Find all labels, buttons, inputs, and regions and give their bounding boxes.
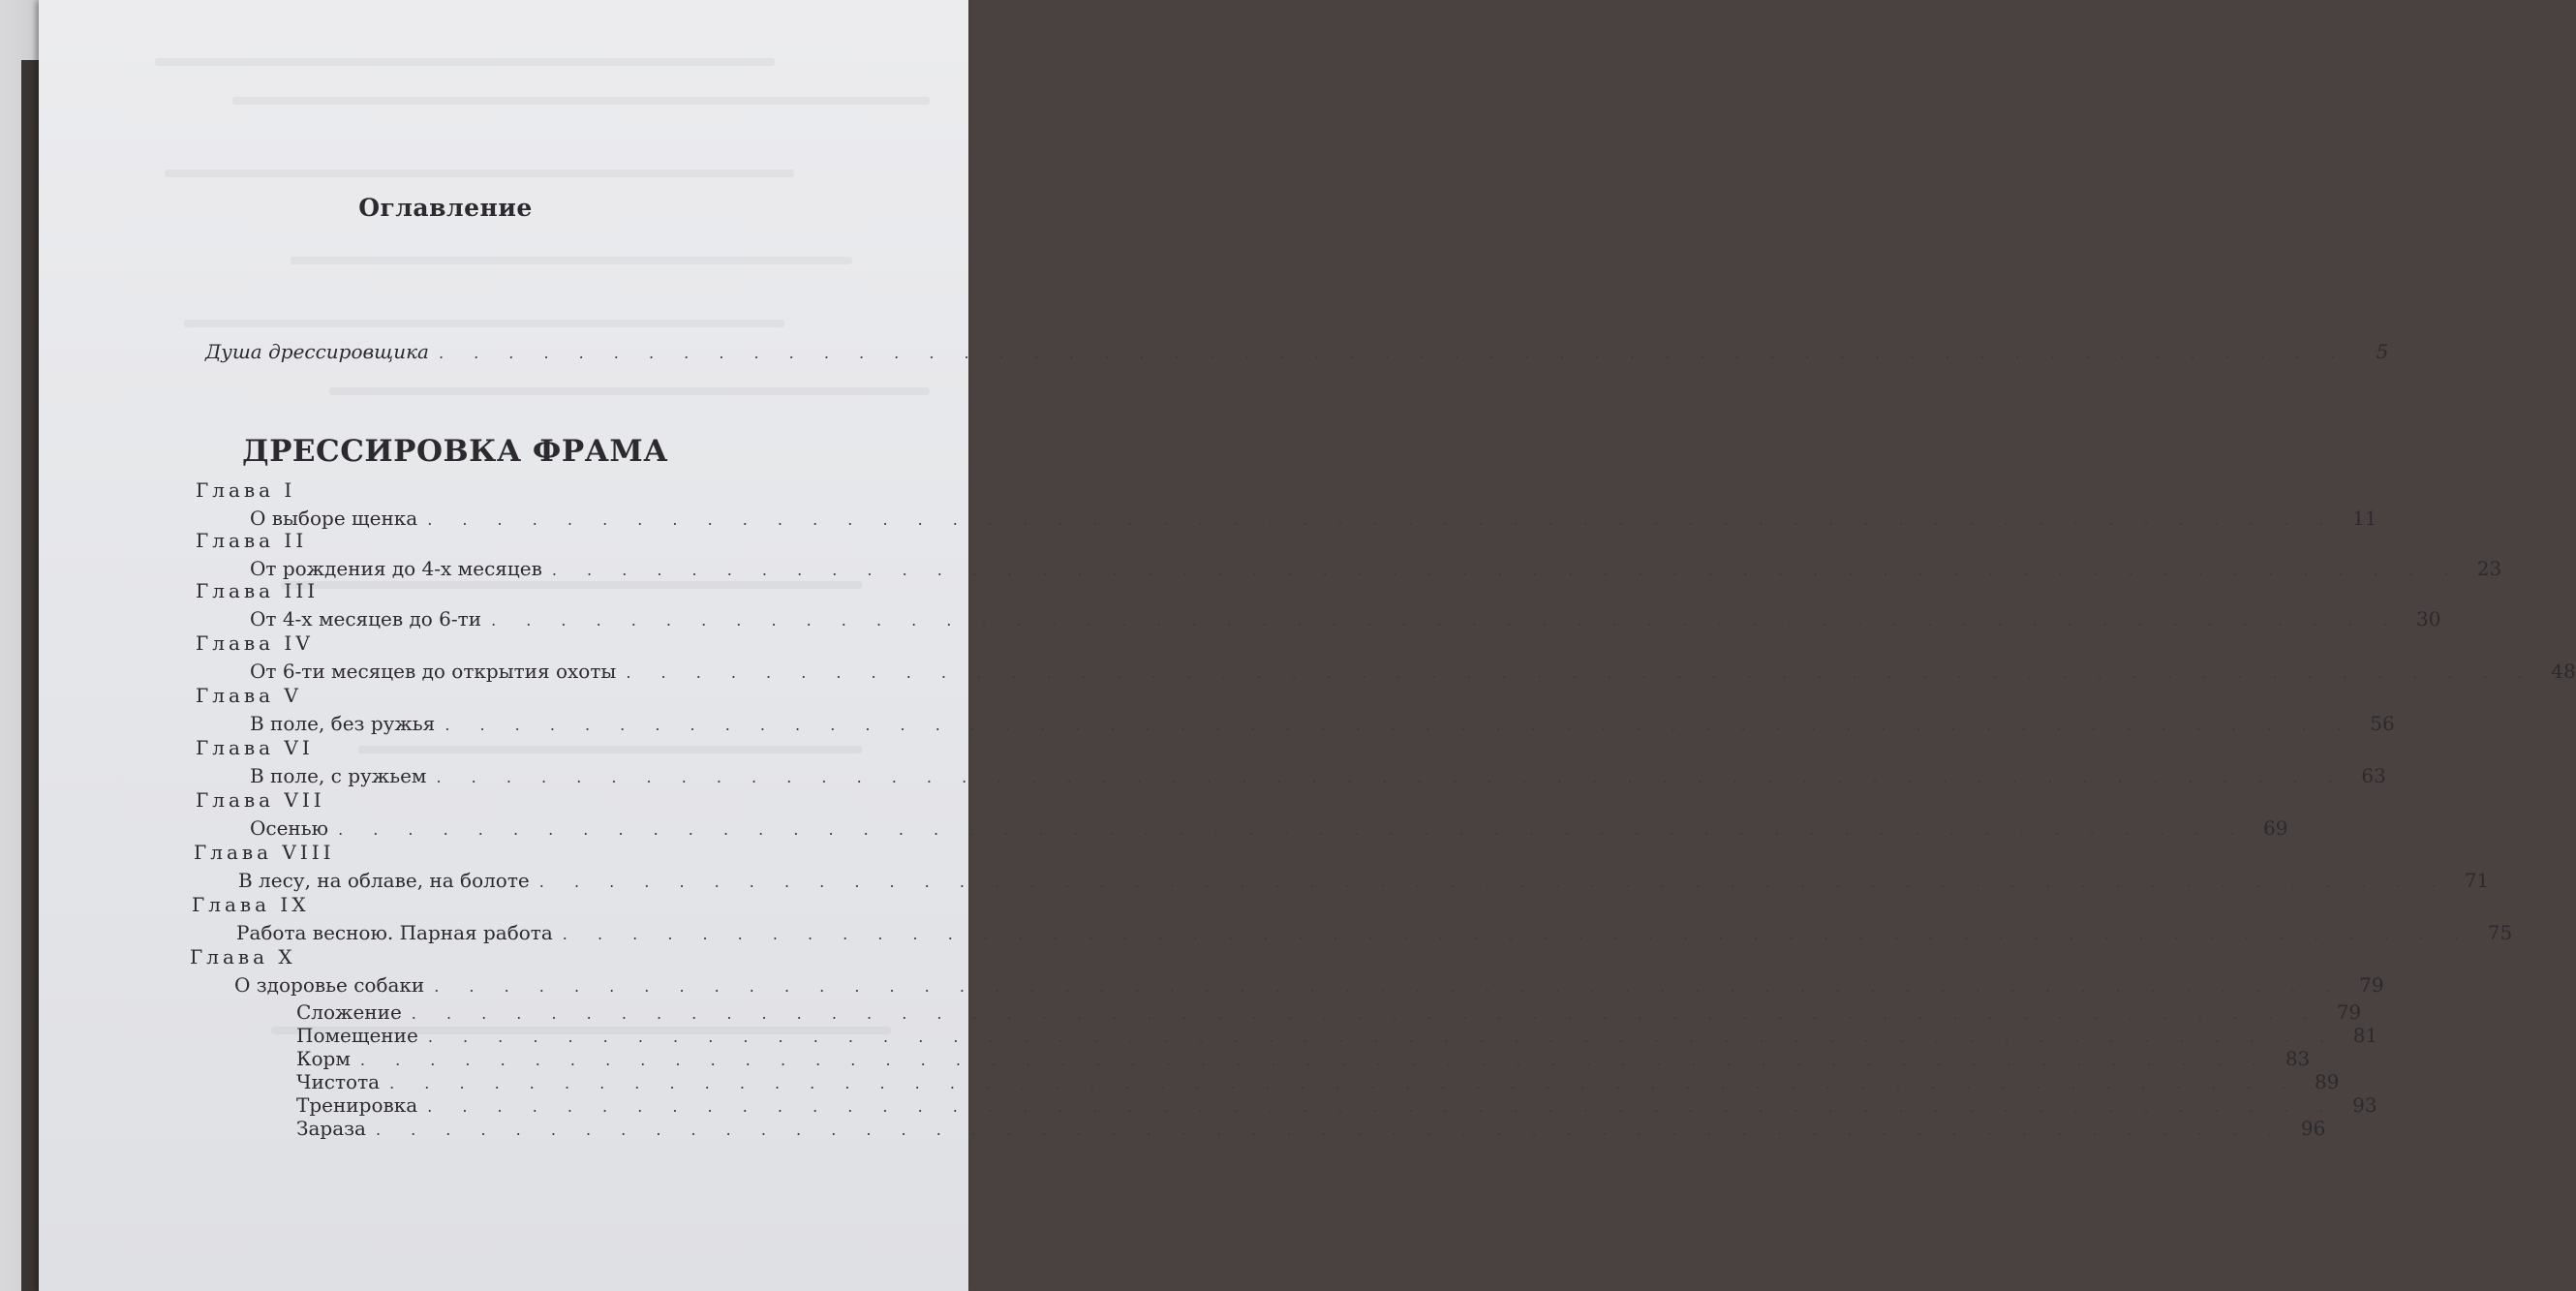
leader-dots: . . . . . . . . . . . . . . . . . . . . . . . . . . . . . . . . . . . . . . . . . . . . . . . . . . . . . . . xyxy=(411,1004,2321,1023)
toc-entry-subsection[interactable] xyxy=(296,1047,2311,1071)
entry-title: Зараза xyxy=(296,1117,366,1140)
chapter-heading: Глава X xyxy=(190,945,296,968)
page-number: 71 xyxy=(2464,869,2490,892)
entry-title: В поле, без ружья xyxy=(250,712,436,735)
leader-dots: . . . . . . . . . . . . . . . . . . . . . . . . . . . . . . . . . . . . . . . . . . . . . . . . . . . . . . . xyxy=(389,1074,2299,1092)
page-number: 75 xyxy=(2487,921,2513,944)
page-number: 5 xyxy=(2376,340,2389,363)
leader-dots: . . . . . . . . . . . . . . . . . . . . . . . . . . . . . . . . . . . . . . . . . . . . . . . . . . . . . . . xyxy=(491,611,2401,630)
leader-dots: . . . . . . . . . . . . . . . . . . . . . . . . . . . . . . . . . . . . . . . . . . . . . . . . . . . . . . . xyxy=(338,820,2248,839)
entry-title: Душа дрессировщика xyxy=(205,340,429,363)
page-number: 11 xyxy=(2352,507,2377,530)
book-page xyxy=(39,0,2576,1291)
toc-entry-chapter[interactable] xyxy=(238,868,2490,895)
page-number: 48 xyxy=(2551,660,2576,683)
entry-title: Чистота xyxy=(296,1070,381,1093)
toc-entry-chapter[interactable] xyxy=(234,972,2384,999)
entry-title: О здоровье собаки xyxy=(234,973,425,997)
page-number: 89 xyxy=(2315,1070,2340,1093)
page-number: 93 xyxy=(2352,1093,2377,1117)
entry-title: В поле, с ружьем xyxy=(250,764,427,787)
leader-dots: . . . . . . . . . . . . . . . . . . . . . . . . . . . . . . . . . . . . . . . . . . . . . . . . . . . . . . . xyxy=(551,561,2462,579)
entry-title: О выборе щенка xyxy=(250,507,418,530)
chapter-heading: Глава VI xyxy=(196,736,314,759)
entry-title: От рождения до 4-х месяцев xyxy=(250,557,542,580)
entry-title: Корм xyxy=(296,1047,351,1070)
page-number: 30 xyxy=(2415,607,2441,630)
leader-dots: . . . . . . . . . . . . . . . . . . . . . . . . . . . . . . . . . . . . . . . . . . . . . . . . . . . . . . . xyxy=(562,925,2472,943)
page-number: 69 xyxy=(2263,816,2288,840)
toc-entry-subsection[interactable] xyxy=(296,1070,2340,1094)
toc-entry-chapter[interactable] xyxy=(250,506,2377,533)
entry-title: Помещение xyxy=(296,1024,418,1047)
leader-dots: . . . . . . . . . . . . . . . . . . . . . . . . . . . . . . . . . . . . . . . . . . . . . . . . . . . . . . . xyxy=(359,1051,2270,1069)
toc-entry-chapter[interactable] xyxy=(250,556,2502,583)
entry-title: Осенью xyxy=(250,816,329,840)
page-number: 56 xyxy=(2370,712,2395,735)
entry-title: От 4-х месяцев до 6-ти xyxy=(250,607,482,630)
leader-dots: . . . . . . . . . . . . . . . . . . . . . . . . . . . . . . . . . . . . . . . . . . . . . . . . . . . . . . . xyxy=(438,344,2348,362)
page-number: 23 xyxy=(2476,557,2502,580)
chapter-heading: Глава IX xyxy=(192,893,310,916)
toc-entry-subsection[interactable] xyxy=(296,1000,2362,1025)
entry-title: Работа весною. Парная работа xyxy=(236,921,553,944)
entry-title: В лесу, на облаве, на болоте xyxy=(238,869,530,892)
toc-entry-subsection[interactable] xyxy=(296,1117,2326,1141)
chapter-heading: Глава II xyxy=(196,529,308,552)
leader-dots: . . . . . . . . . . . . . . . . . . . . . . . . . . . . . . . . . . . . . . . . . . . . . . . . . . . . . . . xyxy=(427,1028,2338,1046)
page-number: 79 xyxy=(2336,1000,2362,1024)
toc-entry-subsection[interactable] xyxy=(296,1024,2378,1048)
entry-title: Тренировка xyxy=(296,1093,418,1117)
toc-entry-subsection[interactable] xyxy=(296,1093,2377,1118)
chapter-heading: Глава VIII xyxy=(194,841,335,864)
toc-entry-intro[interactable] xyxy=(205,339,2389,366)
toc-entry-chapter[interactable] xyxy=(250,763,2386,790)
page-number: 96 xyxy=(2300,1117,2326,1140)
leader-dots: . . . . . . . . . . . . . . . . . . . . . . . . . . . . . . . . . . . . . . . . . . . . . . . . . . . . . . . xyxy=(538,873,2449,891)
toc-entry-chapter[interactable] xyxy=(250,606,2441,633)
leader-dots: . . . . . . . . . . . . . . . . . . . . . . . . . . . . . . . . . . . . . . . . . . . . . . . . . . . . . . . xyxy=(427,1097,2337,1116)
toc-entry-chapter[interactable] xyxy=(250,659,2576,686)
leader-dots: . . . . . . . . . . . . . . . . . . . . . . . . . . . . . . . . . . . . . . . . . . . . . . . . . . . . . . . xyxy=(626,663,2535,682)
leader-dots: . . . . . . . . . . . . . . . . . . . . . . . . . . . . . . . . . . . . . . . . . . . . . . . . . . . . . . . xyxy=(375,1121,2285,1139)
entry-title: От 6-ти месяцев до открытия охоты xyxy=(250,660,617,683)
leader-dots: . . . . . . . . . . . . . . . . . . . . . . . . . . . . . . . . . . . . . . . . . . . . . . . . . . . . . . . xyxy=(436,768,2346,786)
toc-title: Оглавление xyxy=(358,194,533,222)
toc-entry-chapter[interactable] xyxy=(250,815,2288,843)
page-number: 63 xyxy=(2361,764,2386,787)
leader-dots: . . . . . . . . . . . . . . . . . . . . . . . . . . . . . . . . . . . . . . . . . . . . . . . . . . . . . . . xyxy=(445,716,2354,734)
chapter-heading: Глава V xyxy=(196,684,302,707)
chapter-heading: Глава III xyxy=(196,579,320,602)
page-number: 83 xyxy=(2285,1047,2311,1070)
leader-dots: . . . . . . . . . . . . . . . . . . . . . . . . . . . . . . . . . . . . . . . . . . . . . . . . . . . . . . . xyxy=(427,510,2337,529)
page-number: 79 xyxy=(2359,973,2384,997)
chapter-heading: Глава IV xyxy=(196,631,314,655)
part-title: ДРЕССИРОВКА ФРАМА xyxy=(242,434,668,469)
chapter-heading: Глава VII xyxy=(196,788,325,812)
toc-entry-chapter[interactable] xyxy=(250,711,2395,738)
entry-title: Сложение xyxy=(296,1000,402,1024)
page-number: 81 xyxy=(2352,1024,2378,1047)
leader-dots: . . . . . . . . . . . . . . . . . . . . . . . . . . . . . . . . . . . . . . . . . . . . . . . . . . . . . . . xyxy=(434,977,2344,996)
toc-entry-chapter[interactable] xyxy=(236,920,2513,947)
chapter-heading: Глава I xyxy=(196,478,296,502)
